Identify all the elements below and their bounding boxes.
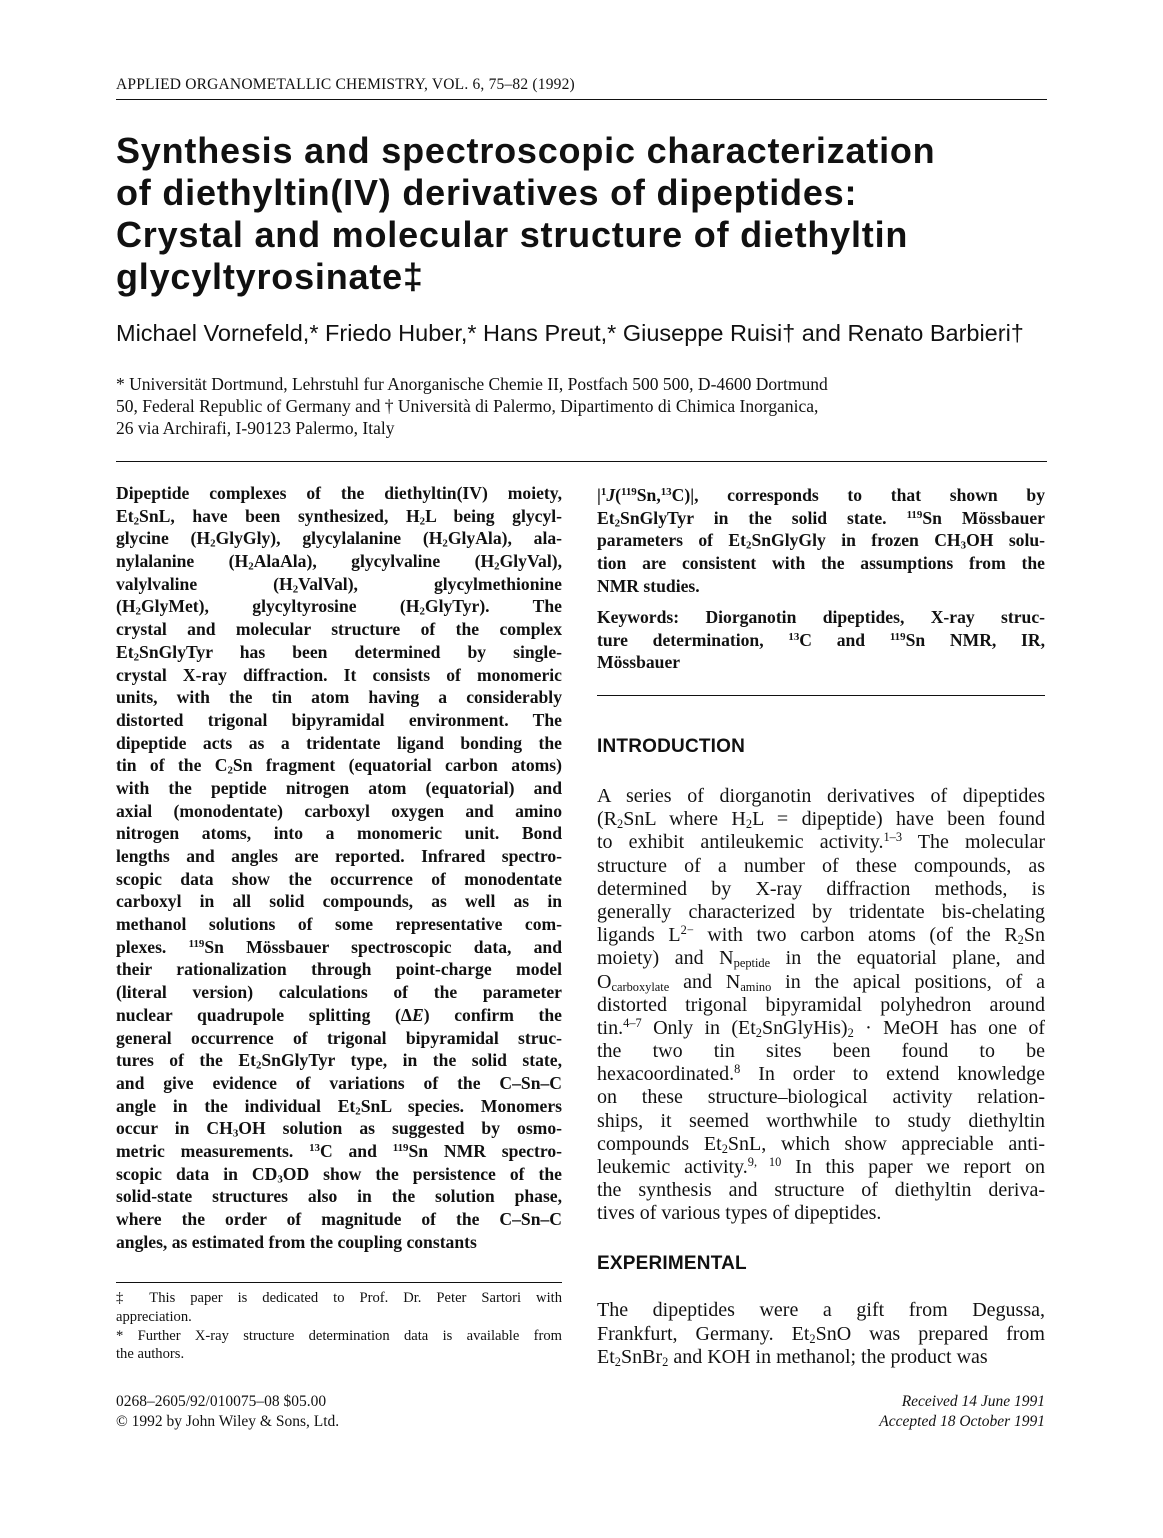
title-line: Crystal and molecular structure of diethyltin — [116, 214, 909, 255]
running-head: APPLIED ORGANOMETALLIC CHEMISTRY, VOL. 6, 75–82 (1992) — [116, 76, 575, 93]
title-line: glycyltyrosinate‡ — [116, 256, 424, 297]
paper-title — [116, 130, 1056, 298]
abstract-line: nuclear quadrupole splitting (ΔE) confirm the — [116, 1004, 562, 1025]
abstract-line: $Et_2SnGlyTyr$ in the solid state. $^{119}$Sn Mössbauer — [597, 507, 1045, 530]
affiliation-line: 50, Federal Republic of Germany and † Università di Palermo, Dipartimento di Chimica Inorganica, — [116, 396, 819, 416]
keywords-line: ture determination, $^{13}$C and $^{119}$Sn NMR, IR, — [597, 629, 1045, 650]
body-line: Frankfurt, Germany. $Et_2SnO$ was prepared from — [597, 1322, 1045, 1346]
section-heading-introduction: INTRODUCTION — [597, 736, 746, 757]
abstract-line: methanol solutions of some representative com- — [116, 914, 562, 935]
abstract-line: $|^1J(^{119}Sn,^{13}C)|$, corresponds to that shown by — [597, 485, 1045, 505]
body-line: the two tin sites been found to be — [597, 1040, 1045, 1063]
abstract — [116, 482, 562, 1253]
body-line: tin.$^{4-7}$ Only in $(Et_2SnGlyHis)_2$ · MeOH has one of — [597, 1016, 1045, 1040]
footnote-line: ‡ This paper is dedicated to Prof. Dr. Peter Sartori with — [116, 1290, 562, 1306]
abstract-line: their rationalization through point-charge model — [116, 959, 562, 980]
body-line: hexacoordinated.$^8$ In order to extend knowledge — [597, 1063, 1045, 1086]
received-dates — [745, 1392, 1045, 1432]
received-line: Received 14 June 1991 — [901, 1393, 1045, 1410]
body-line: ($R_2SnL$ where $H_2L$ = dipeptide) have been found — [597, 808, 1045, 832]
abstract-line: tures of the $Et_2SnGlyTyr$ type, in the solid state, — [116, 1050, 562, 1072]
abstract-line: and give evidence of variations of the C–Sn–C — [116, 1072, 562, 1093]
body-line: the synthesis and structure of diethyltin deriva- — [597, 1179, 1045, 1202]
body-line: leukemic activity.$^{9, 10}$ In this paper we report on — [597, 1156, 1045, 1178]
body-line: $O_{carboxylate}$ and $N_{amino}$ in the apical positions, of a — [597, 970, 1045, 994]
introduction-body — [597, 785, 1045, 1226]
abstract-line: units, with the tin atom having a considerably — [116, 687, 562, 708]
abstract-line: axial (monodentate) carboxyl oxygen and amino — [116, 800, 562, 821]
abstract-line: dipeptide acts as a tridentate ligand bonding the — [116, 732, 562, 753]
copyright-line: 0268–2605/92/010075–08 $05.00 — [116, 1393, 327, 1410]
abstract-line: nylalanine $(H_2AlaAla)$, glycylvaline $(H_2GlyVal)$, — [116, 551, 562, 573]
body-line: distorted trigonal bipyramidal polyhedron around — [597, 993, 1045, 1016]
header-rule — [116, 99, 1047, 100]
copyright-block — [116, 1392, 562, 1432]
abstract-line: where the order of magnitude of the C–Sn–C — [116, 1209, 562, 1229]
abstract-line: $Et_2SnGlyTyr$ has been determined by single- — [116, 641, 562, 664]
abstract-line: (literal version) calculations of the parameter — [116, 982, 562, 1003]
body-line: to exhibit antileukemic activity.$^{1-3}$ The molecular — [597, 831, 1045, 854]
abstract-line: Dipeptide complexes of the diethyltin(IV) moiety, — [116, 483, 562, 503]
keywords-line: Keywords: Diorganotin dipeptides, X-ray struc- — [597, 607, 1045, 627]
abstract-line: distorted trigonal bipyramidal environment. The — [116, 709, 562, 730]
affiliations — [116, 373, 1046, 439]
body-line: tives of various types of dipeptides. — [597, 1202, 882, 1225]
keywords-line: Mössbauer — [597, 652, 681, 673]
copyright-line: © 1992 by John Wiley & Sons, Ltd. — [116, 1413, 340, 1430]
abstract-line: nitrogen atoms, into a monomeric unit. Bond — [116, 823, 562, 844]
abstract-line: scopic data show the occurrence of monodentate — [116, 868, 562, 889]
abstract-line: crystal and molecular structure of the complex — [116, 619, 562, 640]
body-line: moiety) and $N_{peptide}$ in the equatorial plane, and — [597, 947, 1045, 971]
footnote-line: * Further X-ray structure determination data is available from — [116, 1327, 562, 1344]
abstract-line: general occurrence of trigonal bipyramidal struc- — [116, 1027, 562, 1048]
keywords-rule — [597, 695, 1045, 696]
abstract-line: angles, as estimated from the coupling constants — [116, 1231, 477, 1252]
abstract-line: glycine $(H_2GlyGly)$, glycylalanine $(H_2GlyAla)$, ala- — [116, 528, 562, 551]
title-line: of diethyltin(IV) derivatives of dipeptides: — [116, 172, 858, 213]
body-line: The dipeptides were a gift from Degussa, — [597, 1299, 1045, 1321]
body-line: compounds $Et_2SnL$, which show appreciable anti- — [597, 1132, 1045, 1156]
abstract-line: parameters of $Et_2SnGlyGly$ in frozen $CH_3OH$ solu- — [597, 530, 1045, 553]
title-line: Synthesis and spectroscopic characterization — [116, 130, 936, 171]
author-list: Michael Vornefeld,* Friedo Huber,* Hans Preut,* Giuseppe Ruisi† and Renato Barbieri† — [116, 320, 1024, 346]
body-line: A series of diorganotin derivatives of dipeptides — [597, 785, 1045, 807]
abstract-line: metric measurements. $^{13}$C and $^{119}$Sn NMR spectro- — [116, 1140, 562, 1161]
body-line: ligands $L^{2-}$ with two carbon atoms (of the $R_2Sn$ — [597, 924, 1045, 948]
footnote-line: appreciation. — [116, 1308, 192, 1325]
body-line: structure of a number of these compounds, as — [597, 854, 1045, 877]
abstract-line: $Et_2SnL$, have been synthesized, $H_2L$ being glycyl- — [116, 505, 562, 528]
footnote-rule — [116, 1282, 562, 1283]
abstract-line: lengths and angles are reported. Infrared spectro- — [116, 846, 562, 866]
abstract-continued — [597, 484, 1045, 597]
abstract-line: carboxyl in all solid compounds, as well as in — [116, 891, 562, 912]
abstract-line: $(H_2GlyMet)$, glycyltyrosine $(H_2GlyTyr)$. The — [116, 596, 562, 619]
abstract-line: occur in $CH_3OH$ solution as suggested by osmo- — [116, 1118, 562, 1140]
abstract-line: solid-state structures also in the solution phase, — [116, 1186, 562, 1207]
abstract-line: tion are consistent with the assumptions from the — [597, 553, 1045, 574]
body-line: $Et_2SnBr_2$ and KOH in methanol; the product was — [597, 1346, 988, 1370]
body-line: on these structure–biological activity relation- — [597, 1086, 1045, 1109]
abstract-line: angle in the individual $Et_2SnL$ species. Monomers — [116, 1095, 562, 1118]
footnote-line: the authors. — [116, 1346, 185, 1363]
abstract-line: with the peptide nitrogen atom (equatorial) and — [116, 777, 562, 798]
affiliation-line: 26 via Archirafi, I-90123 Palermo, Italy — [116, 418, 395, 438]
body-line: generally characterized by tridentate bis-chelating — [597, 900, 1045, 923]
footnotes — [116, 1289, 562, 1364]
abstract-line: scopic data in $CD_3OD$ show the persistence of the — [116, 1163, 562, 1186]
abstract-line: plexes. $^{119}$Sn Mössbauer spectroscopic data, and — [116, 936, 562, 957]
keywords — [597, 606, 1045, 674]
received-line: Accepted 18 October 1991 — [879, 1413, 1045, 1430]
abstract-line: crystal X-ray diffraction. It consists of monomeric — [116, 664, 562, 685]
abstract-rule — [116, 461, 1047, 462]
experimental-body — [597, 1299, 1045, 1370]
body-line: determined by X-ray diffraction methods, is — [597, 877, 1045, 900]
abstract-line: valylvaline $(H_2ValVal)$, glycylmethionine — [116, 573, 562, 596]
affiliation-line: * Universität Dortmund, Lehrstuhl fur Anorganische Chemie II, Postfach 500 500, D-4600 Dortmund — [116, 374, 828, 394]
abstract-line: tin of the $C_2Sn$ fragment (equatorial carbon atoms) — [116, 755, 562, 777]
abstract-line: NMR studies. — [597, 575, 700, 596]
body-line: ships, it seemed worthwhile to study diethyltin — [597, 1109, 1045, 1132]
section-heading-experimental: EXPERIMENTAL — [597, 1253, 747, 1274]
